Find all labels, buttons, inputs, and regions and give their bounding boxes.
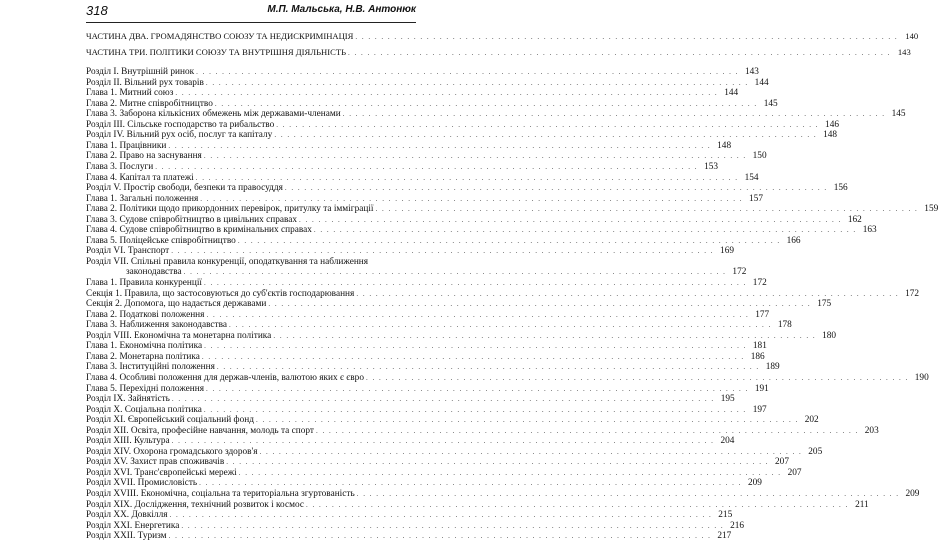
dot-leader [285, 183, 828, 194]
toc-entry-page: 209 [905, 488, 920, 499]
toc-entry [86, 436, 735, 447]
dot-leader [200, 194, 743, 205]
toc-entry-title: Розділ ІV. Вільний рух осіб, послуг та капіталу [86, 130, 273, 141]
toc-entry-page: 217 [717, 531, 732, 542]
toc-entry-title: Розділ VІІІ. Економічна та монетарна політика [86, 330, 272, 341]
toc-entry [86, 193, 763, 205]
toc-entry [86, 119, 839, 131]
toc-entry-title: Розділ ХVІІ. Промисловість [86, 478, 198, 489]
page-number: 318 [86, 3, 108, 18]
dot-leader [204, 151, 747, 162]
toc-entry-title: Розділ VІ. Транспорт [86, 246, 170, 257]
toc-entry [86, 488, 920, 500]
toc-part-entry [86, 31, 919, 42]
toc-entry [86, 383, 769, 395]
toc-entry-page: 181 [752, 341, 767, 352]
toc-part-entry-title: ЧАСТИНА ТРИ. ПОЛІТИКИ СОЮЗУ ТА ВНУТРІШНЯ ДІЯЛЬНІСТЬ [86, 46, 347, 57]
dot-leader [206, 384, 749, 395]
toc-part-entry-page: 140 [905, 31, 919, 41]
toc-entry [86, 288, 920, 300]
toc-entry-page: 216 [730, 520, 745, 531]
toc-entry-page: 153 [704, 162, 719, 173]
toc-entry [86, 151, 767, 162]
toc-entry [86, 394, 735, 405]
toc-entry-title: Глава 1. Митний союз [86, 88, 174, 99]
toc-entry [86, 446, 823, 458]
toc-entry [86, 309, 770, 321]
toc-entry-title: Розділ ХІ. Європейський соціальний фонд [86, 415, 254, 426]
toc-entry [86, 404, 767, 416]
toc-entry-title: Розділ ХVІІІ. Економічна, соціальна та територіальна згуртованість [86, 488, 355, 499]
toc-entry [86, 520, 745, 532]
toc-entry [86, 140, 732, 152]
toc-entry [86, 457, 789, 468]
toc-entry-title: Глава 4. Особливі положення для держав-членів, валютою яких є євро [86, 372, 364, 383]
toc-entry-page: 157 [749, 193, 763, 204]
toc-entry-title: Розділ ХІV. Охорона громадського здоров'я [86, 446, 258, 457]
toc-entry [86, 257, 416, 268]
toc-entry-title: Секція 1. Правила, що застосовуються до суб'єктів господарювання [86, 288, 355, 299]
toc-entry [86, 299, 832, 310]
toc-entry-title: Розділ ІІ. Вільний рух товарів [86, 77, 204, 88]
toc-entry-title: Глава 5. Перехідні положення [86, 383, 205, 394]
toc-entry-title: Глава 1. Загальні положення [86, 193, 199, 204]
dot-leader [356, 289, 899, 300]
toc-entry-page: 195 [720, 394, 735, 405]
toc-entry [86, 172, 759, 184]
toc-entry-title: Глава 1. Правила конкуренції [86, 278, 202, 289]
dot-leader [204, 278, 747, 289]
dot-leader [226, 457, 769, 468]
toc-entry-page: 156 [833, 183, 848, 194]
toc-entry-title: Глава 3. Наближення законодавства [86, 320, 228, 331]
toc-entry-title: Розділ VІІ. Спільні правила конкуренції, оподаткування та наближення [86, 256, 369, 267]
toc-entry [86, 235, 801, 247]
dot-leader [276, 120, 819, 131]
toc-entry-title: Розділ ХХІ. Енергетика [86, 520, 180, 531]
toc-entry [86, 478, 762, 489]
toc-entry-title: Розділ ІІІ. Сільське господарство та рибальство [86, 119, 275, 130]
dot-leader [199, 478, 742, 489]
toc-entry-title: Глава 3. Судове співробітництво в цивільних справах [86, 214, 298, 225]
toc-entry [86, 425, 879, 437]
toc-part-entry-page: 143 [897, 46, 911, 57]
dot-leader [229, 320, 772, 331]
toc-entry-page: 189 [765, 362, 780, 373]
toc-entry-title: Розділ ХІІІ. Культура [86, 436, 170, 447]
toc-entry [86, 499, 869, 511]
toc-entry-title: Глава 4. Капітал та платежі [86, 172, 194, 183]
dot-leader [256, 415, 799, 426]
dot-leader [268, 299, 811, 310]
toc-entry [86, 246, 734, 257]
toc-entry-title: Розділ ХІІ. Освіта, професійне навчання, молодь та спорт [86, 425, 314, 436]
dot-leader [343, 109, 886, 120]
toc-entry [86, 77, 769, 89]
toc-entry-title: Глава 3. Заборона кількісних обмежень між державами-членами [86, 109, 341, 120]
toc-entry-page: 172 [905, 288, 920, 299]
toc-entry-page: 215 [718, 510, 733, 521]
toc-entry-title: Розділ ХХІІ. Туризм [86, 531, 167, 542]
toc-entry-page: 144 [754, 77, 769, 88]
toc-entry-title: Секція 2. Допомога, що надається державами [86, 299, 267, 310]
toc-entry-page: 159 [924, 204, 938, 215]
dot-leader [357, 489, 900, 500]
toc-entry-page: 190 [914, 372, 929, 383]
dot-leader [316, 426, 859, 437]
toc-entry [86, 204, 938, 215]
dot-leader [215, 99, 758, 110]
toc-entry-page: 143 [744, 67, 759, 78]
toc-entry-title: Глава 3. Послуги [86, 162, 154, 173]
toc-entry-title: Розділ ХХ. Довкілля [86, 510, 168, 521]
dot-leader [184, 267, 727, 278]
dot-leader [155, 162, 698, 173]
toc-entry-title: Глава 5. Поліцейське співробітництво [86, 235, 236, 246]
dot-leader [204, 341, 747, 352]
toc-part-entry [86, 46, 911, 58]
toc-entry-page: 148 [823, 130, 838, 141]
toc-entry [86, 415, 819, 426]
toc-entry [86, 214, 862, 226]
toc-entry [86, 109, 906, 120]
toc-entry [86, 531, 732, 542]
toc-entry-title: Розділ Х. Соціальна політика [86, 404, 202, 415]
dot-leader [376, 204, 919, 215]
dot-leader [217, 362, 760, 373]
toc-entry [86, 330, 837, 342]
toc-entry [86, 98, 778, 110]
toc-entry [86, 351, 765, 363]
dot-leader [348, 48, 891, 59]
toc-entry-page: 191 [754, 383, 769, 394]
toc-entry-page: 146 [825, 119, 839, 130]
toc-entry-page: 148 [717, 140, 732, 151]
toc-part-entry-title: ЧАСТИНА ДВА. ГРОМАДЯНСТВО СОЮЗУ ТА НЕДИСКРИМІНАЦІЯ [86, 31, 354, 41]
toc-entry-page: 172 [732, 267, 747, 278]
toc-entry [86, 320, 792, 331]
running-header-authors: М.П. Мальська, Н.В. Антонюк [267, 4, 416, 15]
toc-entry-page: 166 [786, 235, 801, 246]
dot-leader [274, 130, 817, 141]
toc-entry-page: 177 [755, 309, 770, 320]
toc-entry-title: Глава 3. Інституційні положення [86, 362, 215, 373]
toc-entry-page: 205 [808, 446, 823, 457]
toc-entry [86, 67, 759, 78]
toc-entry-page: 163 [862, 225, 877, 236]
toc-entry-page: 169 [720, 246, 734, 257]
toc-entry-page: 204 [720, 436, 735, 447]
toc-entry-page: 197 [752, 404, 767, 415]
toc-entry-page: 207 [775, 457, 789, 468]
dot-leader [366, 373, 909, 384]
toc-entry [86, 183, 848, 194]
dot-leader [355, 32, 898, 43]
toc-entry [86, 88, 739, 99]
toc-entry-title: Розділ ХІХ. Дослідження, технічний розвиток і космос [86, 499, 304, 510]
toc-entry [86, 372, 929, 384]
dot-leader [196, 173, 739, 184]
toc-entry-title: Глава 2. Монетарна політика [86, 351, 200, 362]
toc-entry-title: Розділ ХVІ. Транс'європейські мережі [86, 467, 237, 478]
toc-entry [86, 162, 719, 173]
toc-entry-title: Розділ І. Внутрішній ринок [86, 67, 195, 78]
toc-entry-title: Розділ ХV. Захист прав споживачів [86, 457, 225, 468]
dot-leader [172, 394, 715, 405]
dot-leader [169, 510, 712, 521]
table-of-contents [86, 31, 938, 542]
toc-entry-page: 186 [750, 351, 765, 362]
toc-entry-page: 144 [724, 88, 739, 99]
dot-leader [239, 468, 782, 479]
toc-entry-page: 175 [817, 299, 832, 310]
toc-entry-page: 145 [891, 109, 906, 120]
dot-leader [168, 141, 711, 152]
toc-entry-page: 145 [763, 98, 778, 109]
toc-entry-page: 154 [744, 172, 759, 183]
toc-entry [86, 130, 838, 141]
toc-entry-page: 172 [752, 278, 767, 289]
toc-entry-title: Глава 1. Працівники [86, 140, 167, 151]
toc-entry-title: Глава 2. Політики щодо прикордонних перевірок, притулку та імміграції [86, 204, 374, 215]
dot-leader [202, 352, 745, 363]
toc-entry-page: 209 [747, 478, 762, 489]
dot-leader [299, 215, 842, 226]
dot-leader [172, 436, 715, 447]
spacer [86, 57, 416, 67]
toc-entry [86, 278, 767, 289]
dot-leader [175, 88, 718, 99]
toc-entry [86, 362, 780, 373]
dot-leader [314, 225, 857, 236]
dot-leader [238, 236, 781, 247]
toc-entry [86, 225, 877, 236]
toc-entry-title: Розділ V. Простір свободи, безпеки та правосуддя [86, 183, 283, 194]
dot-leader [181, 521, 724, 532]
dot-leader [259, 447, 802, 458]
toc-entry-title: Глава 4. Судове співробітництво в кримінальних справах [86, 225, 312, 236]
toc-entry-title: Глава 2. Право на заснування [86, 151, 202, 162]
toc-entry [86, 510, 733, 521]
toc-entry-title: Глава 1. Економічна політика [86, 341, 203, 352]
toc-entry [86, 467, 802, 479]
toc-entry-page: 150 [752, 151, 767, 162]
toc-entry [86, 341, 767, 352]
dot-leader [206, 78, 749, 89]
dot-leader [196, 67, 739, 78]
dot-leader [273, 331, 816, 342]
toc-entry-title: Розділ ІХ. Зайнятість [86, 394, 170, 405]
toc-entry-page: 180 [822, 330, 837, 341]
toc-entry-page: 202 [804, 415, 819, 426]
dot-leader [169, 531, 712, 542]
toc-entry-page: 203 [864, 425, 879, 436]
toc-entry-page: 211 [855, 499, 869, 510]
toc-entry-title: Глава 2. Митне співробітництво [86, 98, 213, 109]
dot-leader [204, 405, 747, 416]
toc-entry-title: Глава 2. Податкові положення [86, 309, 205, 320]
dot-leader [171, 246, 714, 257]
toc-entry-page: 178 [777, 320, 792, 331]
toc-entry-page: 207 [787, 467, 802, 478]
toc-entry [86, 267, 747, 278]
toc-entry-title: законодавства [126, 267, 182, 278]
dot-leader [206, 310, 749, 321]
toc-entry-page: 162 [847, 214, 862, 225]
running-header [86, 0, 416, 23]
dot-leader [306, 500, 849, 511]
